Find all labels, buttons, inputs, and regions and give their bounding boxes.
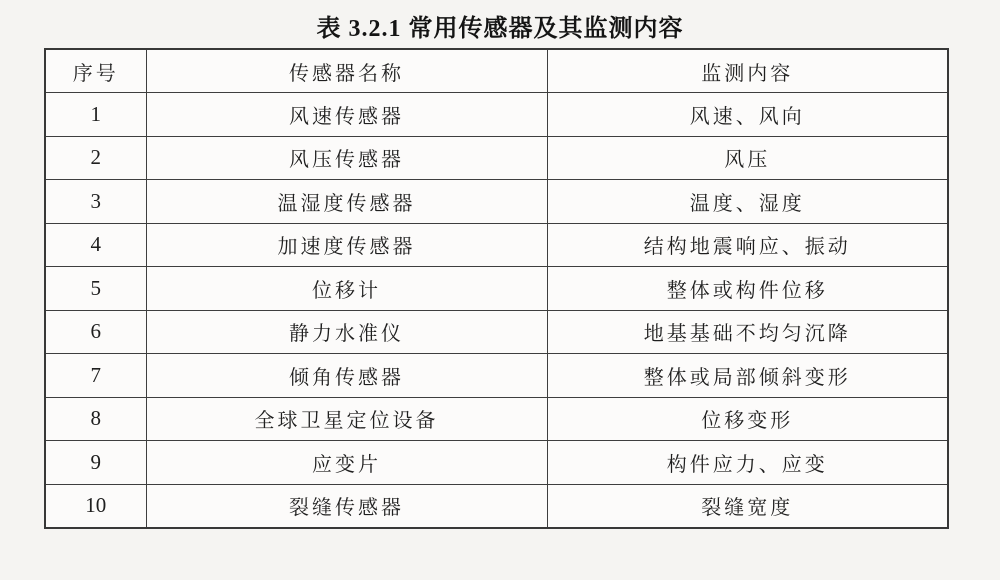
cell-no: 3 (45, 180, 146, 224)
cell-no: 8 (45, 397, 146, 441)
cell-no: 4 (45, 223, 146, 267)
cell-sensor: 应变片 (146, 441, 547, 485)
cell-sensor: 全球卫星定位设备 (146, 397, 547, 441)
cell-content: 温度、湿度 (547, 180, 948, 224)
table-caption: 表 3.2.1 常用传感器及其监测内容 (316, 16, 684, 42)
table-row (45, 310, 948, 354)
cell-content: 整体或构件位移 (547, 267, 948, 311)
cell-sensor: 倾角传感器 (146, 354, 547, 398)
cell-no: 7 (45, 354, 146, 398)
table-row (45, 180, 948, 224)
cell-content: 风压 (547, 136, 948, 180)
cell-sensor: 静力水准仪 (146, 310, 547, 354)
cell-sensor: 位移计 (146, 267, 547, 311)
header-cell-content: 监测内容 (547, 49, 948, 93)
cell-sensor: 裂缝传感器 (146, 484, 547, 528)
cell-sensor: 风速传感器 (146, 93, 547, 137)
table-header-row (45, 49, 948, 93)
cell-sensor: 加速度传感器 (146, 223, 547, 267)
cell-sensor: 温湿度传感器 (146, 180, 547, 224)
cell-content: 位移变形 (547, 397, 948, 441)
cell-content: 构件应力、应变 (547, 441, 948, 485)
cell-content: 结构地震响应、振动 (547, 223, 948, 267)
cell-no: 10 (45, 484, 146, 528)
cell-content: 风速、风向 (547, 93, 948, 137)
sensor-table (44, 48, 949, 529)
header-cell-no: 序号 (45, 49, 146, 93)
cell-no: 5 (45, 267, 146, 311)
cell-sensor: 风压传感器 (146, 136, 547, 180)
table-row (45, 354, 948, 398)
cell-no: 6 (45, 310, 146, 354)
table-row (45, 484, 948, 528)
table-row (45, 223, 948, 267)
cell-no: 9 (45, 441, 146, 485)
cell-content: 裂缝宽度 (547, 484, 948, 528)
table-row (45, 441, 948, 485)
table-row (45, 93, 948, 137)
cell-content: 地基基础不均匀沉降 (547, 310, 948, 354)
table-row (45, 267, 948, 311)
table-row (45, 397, 948, 441)
table-row (45, 136, 948, 180)
cell-no: 2 (45, 136, 146, 180)
header-cell-sensor: 传感器名称 (146, 49, 547, 93)
cell-no: 1 (45, 93, 146, 137)
cell-content: 整体或局部倾斜变形 (547, 354, 948, 398)
